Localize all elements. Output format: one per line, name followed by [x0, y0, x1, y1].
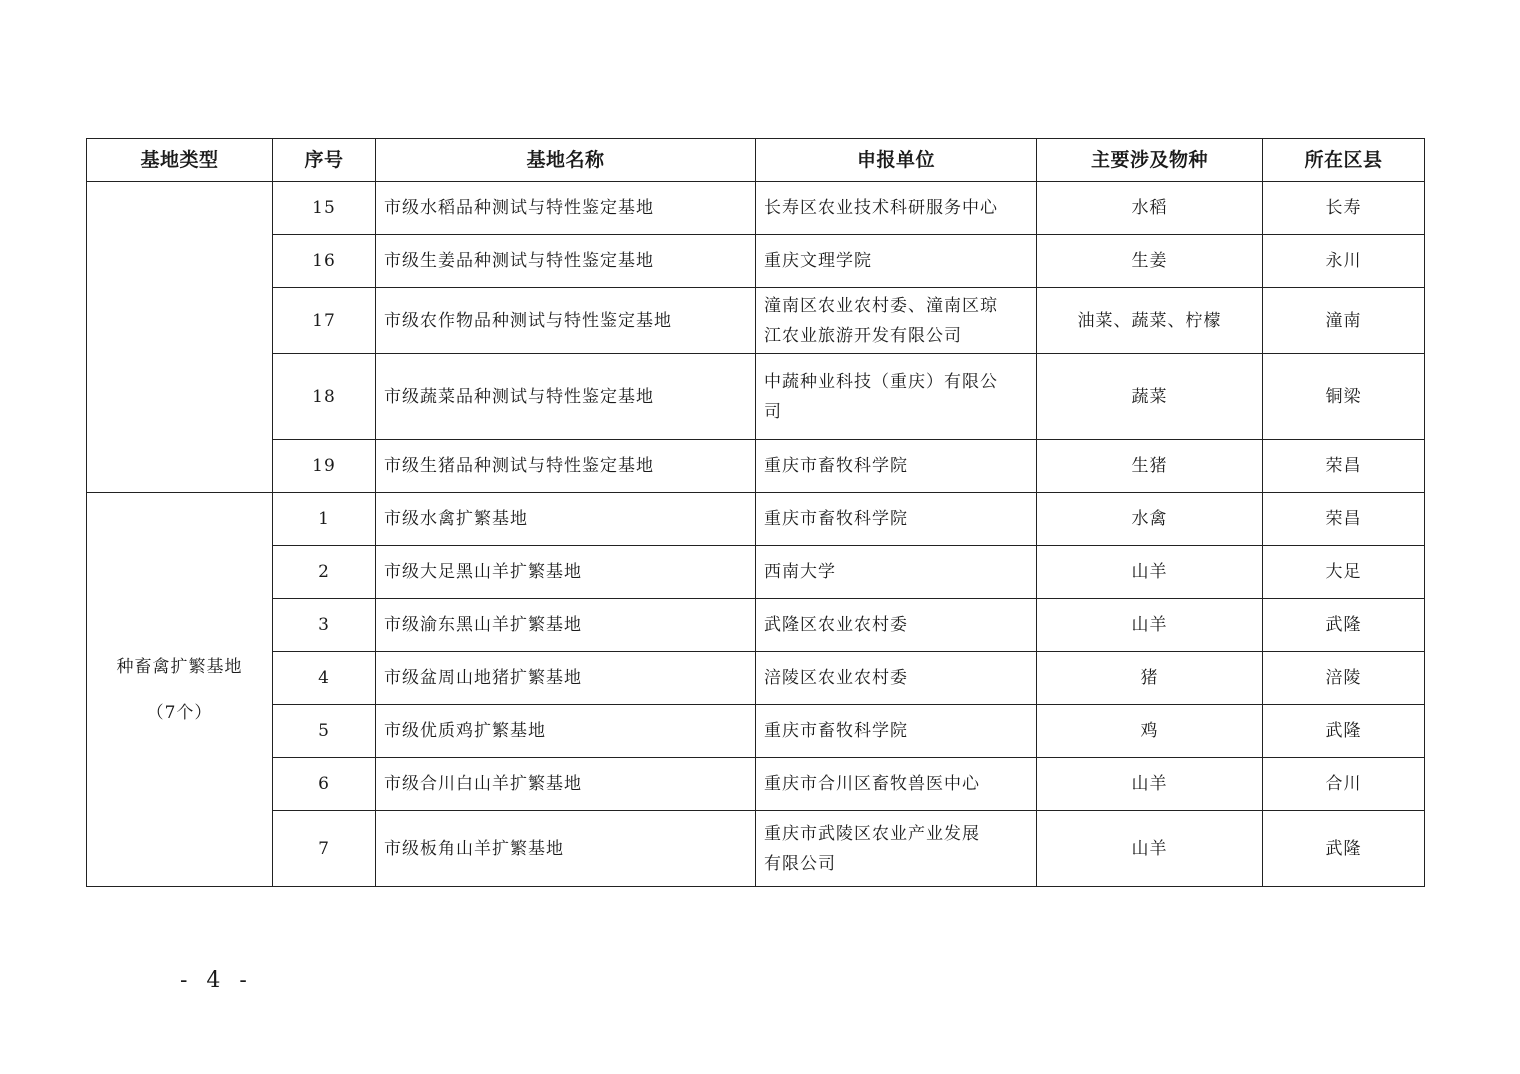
serial-number-cell: 7 — [273, 811, 376, 887]
species-cell: 生姜 — [1037, 235, 1263, 288]
district-cell: 永川 — [1263, 235, 1425, 288]
base-name-cell: 市级农作物品种测试与特性鉴定基地 — [376, 288, 756, 354]
serial-number-cell: 16 — [273, 235, 376, 288]
species-cell: 山羊 — [1037, 811, 1263, 887]
species-cell: 山羊 — [1037, 599, 1263, 652]
header-base-type: 基地类型 — [87, 139, 273, 182]
table-row — [87, 758, 1425, 811]
applicant-unit-cell — [756, 354, 1037, 440]
header-serial-number: 序号 — [273, 139, 376, 182]
species-cell: 猪 — [1037, 652, 1263, 705]
serial-number-cell: 18 — [273, 354, 376, 440]
species-cell: 山羊 — [1037, 758, 1263, 811]
base-type-cell — [87, 182, 273, 493]
table-row — [87, 652, 1425, 705]
applicant-unit-cell: 西南大学 — [756, 546, 1037, 599]
serial-number-cell: 2 — [273, 546, 376, 599]
header-applicant-unit: 申报单位 — [756, 139, 1037, 182]
base-name-cell: 市级合川白山羊扩繁基地 — [376, 758, 756, 811]
district-cell: 武隆 — [1263, 705, 1425, 758]
header-district: 所在区县 — [1263, 139, 1425, 182]
species-cell: 油菜、蔬菜、柠檬 — [1037, 288, 1263, 354]
applicant-unit-cell: 长寿区农业技术科研服务中心 — [756, 182, 1037, 235]
table-row — [87, 288, 1425, 354]
table-row — [87, 182, 1425, 235]
base-name-cell: 市级渝东黑山羊扩繁基地 — [376, 599, 756, 652]
applicant-unit-line: 重庆市武陵区农业产业发展 — [764, 823, 980, 844]
applicant-unit-cell: 重庆市合川区畜牧兽医中心 — [756, 758, 1037, 811]
header-base-name: 基地名称 — [376, 139, 756, 182]
species-cell: 水禽 — [1037, 493, 1263, 546]
applicant-unit-line: 有限公司 — [764, 853, 836, 874]
species-cell: 鸡 — [1037, 705, 1263, 758]
table-row — [87, 811, 1425, 887]
district-cell: 武隆 — [1263, 811, 1425, 887]
applicant-unit-cell — [756, 811, 1037, 887]
base-list-table — [86, 138, 1425, 887]
species-cell: 生猪 — [1037, 440, 1263, 493]
serial-number-cell: 3 — [273, 599, 376, 652]
species-cell: 水稻 — [1037, 182, 1263, 235]
serial-number-cell: 15 — [273, 182, 376, 235]
base-type-label: 种畜禽扩繁基地 — [116, 656, 243, 677]
species-cell: 山羊 — [1037, 546, 1263, 599]
table-row — [87, 440, 1425, 493]
table-row — [87, 493, 1425, 546]
header-row — [87, 139, 1425, 182]
base-name-cell: 市级水禽扩繁基地 — [376, 493, 756, 546]
serial-number-cell: 17 — [273, 288, 376, 354]
district-cell: 合川 — [1263, 758, 1425, 811]
applicant-unit-cell: 重庆市畜牧科学院 — [756, 493, 1037, 546]
applicant-unit-line: 江农业旅游开发有限公司 — [764, 325, 962, 346]
district-cell: 长寿 — [1263, 182, 1425, 235]
applicant-unit-line: 中蔬种业科技（重庆）有限公 — [764, 371, 998, 392]
serial-number-cell: 4 — [273, 652, 376, 705]
applicant-unit-cell: 涪陵区农业农村委 — [756, 652, 1037, 705]
serial-number-cell: 5 — [273, 705, 376, 758]
base-name-cell: 市级生猪品种测试与特性鉴定基地 — [376, 440, 756, 493]
applicant-unit-cell: 重庆市畜牧科学院 — [756, 440, 1037, 493]
district-cell: 潼南 — [1263, 288, 1425, 354]
applicant-unit-cell — [756, 288, 1037, 354]
serial-number-cell: 1 — [273, 493, 376, 546]
district-cell: 荣昌 — [1263, 440, 1425, 493]
table-row — [87, 354, 1425, 440]
district-cell: 武隆 — [1263, 599, 1425, 652]
table-row — [87, 705, 1425, 758]
base-type-cell — [87, 493, 273, 887]
table-row — [87, 235, 1425, 288]
district-cell: 涪陵 — [1263, 652, 1425, 705]
serial-number-cell: 19 — [273, 440, 376, 493]
page-number: - 4 - — [180, 968, 253, 993]
serial-number-cell: 6 — [273, 758, 376, 811]
table-row — [87, 599, 1425, 652]
applicant-unit-line: 司 — [764, 401, 782, 422]
district-cell: 铜梁 — [1263, 354, 1425, 440]
base-name-cell: 市级水稻品种测试与特性鉴定基地 — [376, 182, 756, 235]
base-name-cell: 市级大足黑山羊扩繁基地 — [376, 546, 756, 599]
applicant-unit-cell: 重庆市畜牧科学院 — [756, 705, 1037, 758]
district-cell: 大足 — [1263, 546, 1425, 599]
base-name-cell: 市级盆周山地猪扩繁基地 — [376, 652, 756, 705]
applicant-unit-cell: 重庆文理学院 — [756, 235, 1037, 288]
species-cell: 蔬菜 — [1037, 354, 1263, 440]
table-row — [87, 546, 1425, 599]
base-name-cell: 市级优质鸡扩繁基地 — [376, 705, 756, 758]
district-cell: 荣昌 — [1263, 493, 1425, 546]
base-name-cell: 市级板角山羊扩繁基地 — [376, 811, 756, 887]
base-name-cell: 市级蔬菜品种测试与特性鉴定基地 — [376, 354, 756, 440]
applicant-unit-line: 潼南区农业农村委、潼南区琼 — [764, 295, 998, 316]
base-type-count: （7个） — [146, 702, 213, 723]
base-name-cell: 市级生姜品种测试与特性鉴定基地 — [376, 235, 756, 288]
header-main-species: 主要涉及物种 — [1037, 139, 1263, 182]
applicant-unit-cell: 武隆区农业农村委 — [756, 599, 1037, 652]
